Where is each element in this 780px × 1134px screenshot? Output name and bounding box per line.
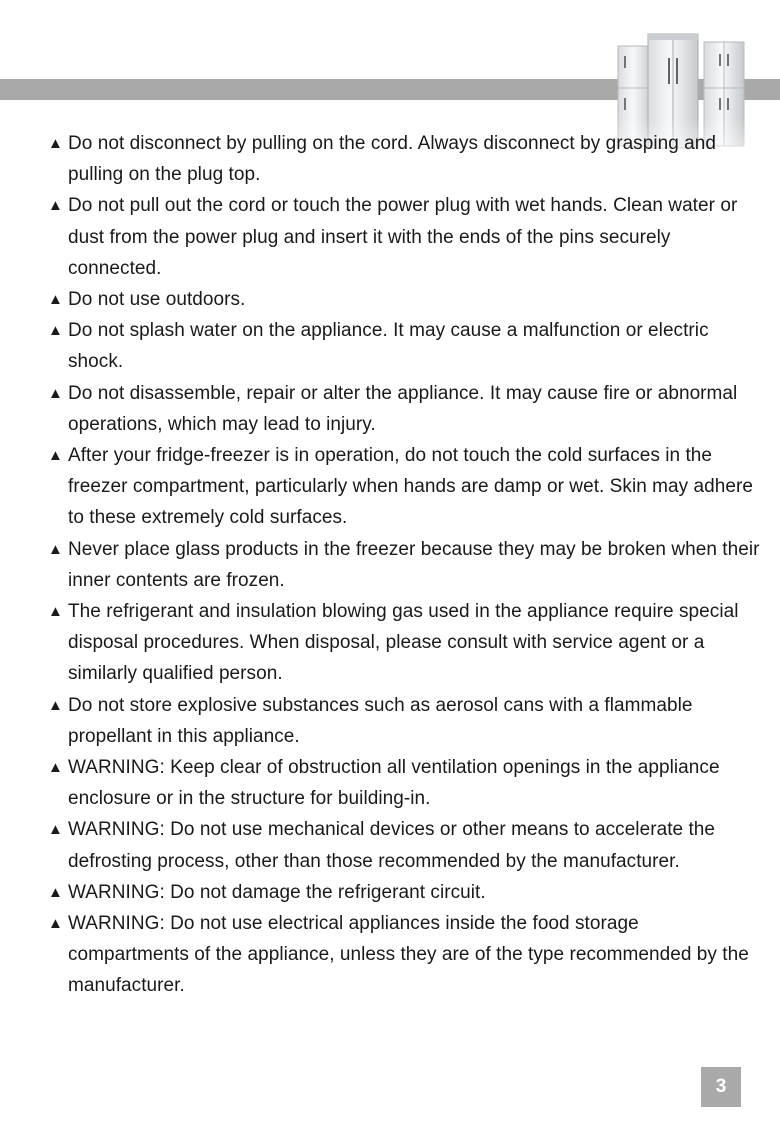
warning-item: [48, 752, 760, 814]
warning-text: WARNING: Do not use mechanical devices or other means to accelerate the defrosting process, other than those recommended by the manufacturer.: [68, 819, 716, 872]
warning-text: WARNING: Do not use electrical appliances inside the food storage compartments of the appliance, unless they are of the type recommended by the manufacturer.: [68, 913, 749, 997]
warning-triangle-icon: ▲: [48, 291, 63, 309]
warning-triangle-icon: ▲: [48, 322, 63, 340]
warning-item: [48, 440, 760, 534]
warning-item: [48, 908, 760, 1002]
warning-triangle-icon: ▲: [48, 384, 63, 402]
warning-triangle-icon: ▲: [48, 447, 63, 465]
warning-text: Do not splash water on the appliance. It may cause a malfunction or electric shock.: [68, 320, 709, 373]
warning-triangle-icon: ▲: [48, 540, 63, 558]
warning-item: [48, 128, 760, 190]
warning-triangle-icon: ▲: [48, 821, 63, 839]
warning-triangle-icon: ▲: [48, 696, 63, 714]
warning-triangle-icon: ▲: [48, 603, 63, 621]
warning-text: Do not use outdoors.: [68, 289, 246, 311]
warning-text: Do not disconnect by pulling on the cord. Always disconnect by grasping and pulling on the plug top.: [68, 133, 717, 186]
warning-item: [48, 315, 760, 377]
page-number: 3: [701, 1067, 741, 1107]
warning-item: [48, 877, 760, 908]
warning-item: [48, 378, 760, 440]
warning-item: [48, 690, 760, 752]
warning-text: The refrigerant and insulation blowing gas used in the appliance require special disposal procedures. When disposal, please consult with service agent or a similarly qualified person.: [68, 601, 739, 685]
warning-item: [48, 534, 760, 596]
warning-triangle-icon: ▲: [48, 915, 63, 933]
warning-item: [48, 190, 760, 284]
warning-list: [48, 128, 760, 1002]
warning-triangle-icon: ▲: [48, 759, 63, 777]
warning-text: Never place glass products in the freezer because they may be broken when their inner contents are frozen.: [68, 538, 760, 591]
warning-item: [48, 284, 760, 315]
warning-item: [48, 596, 760, 690]
warning-text: After your fridge-freezer is in operation, do not touch the cold surfaces in the freezer compartment, particularly when hands are damp or wet. Skin may adhere to these extremely cold surfaces.: [68, 445, 754, 529]
warning-text: Do not disassemble, repair or alter the appliance. It may cause fire or abnormal operations, which may lead to injury.: [68, 382, 738, 435]
warning-text: WARNING: Keep clear of obstruction all ventilation openings in the appliance enclosure or in the structure for building-in.: [68, 757, 720, 810]
warning-triangle-icon: ▲: [48, 883, 63, 901]
warning-triangle-icon: ▲: [48, 135, 63, 152]
warning-text: WARNING: Do not damage the refrigerant circuit.: [68, 881, 486, 903]
warning-text: Do not store explosive substances such as aerosol cans with a flammable propellant in this appliance.: [68, 694, 693, 747]
warning-text: Do not pull out the cord or touch the power plug with wet hands. Clean water or dust from the power plug and insert it with the ends of the pins securely connected.: [68, 195, 738, 279]
warning-item: [48, 814, 760, 876]
warning-triangle-icon: ▲: [48, 197, 63, 215]
